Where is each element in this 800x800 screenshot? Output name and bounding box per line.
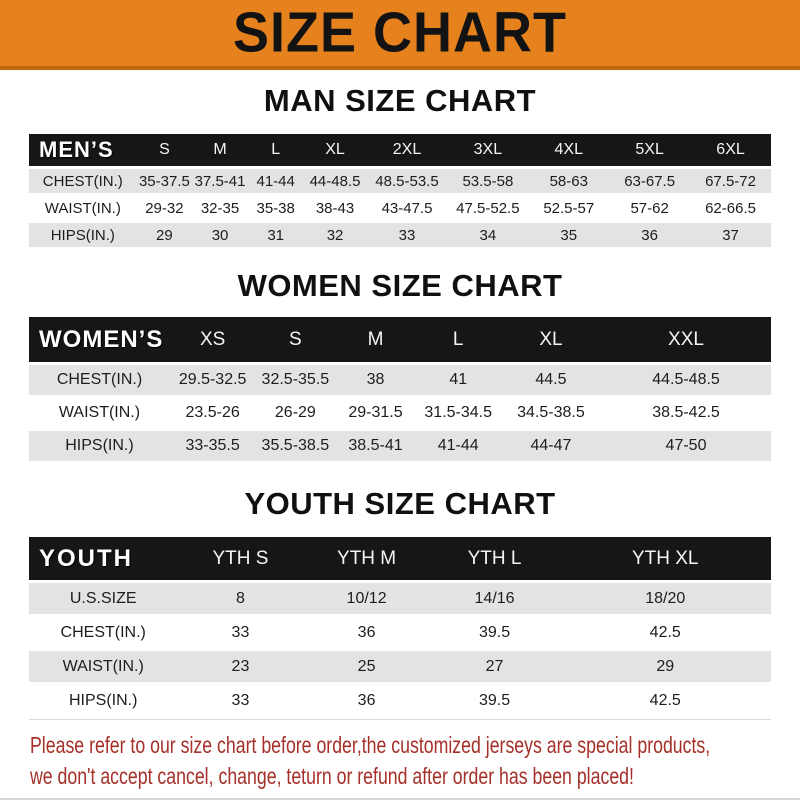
size-value-cell: 34 bbox=[479, 226, 497, 244]
size-value-cell: 29 bbox=[156, 226, 173, 244]
women-size-table bbox=[29, 314, 771, 464]
youth-size-table bbox=[29, 534, 771, 720]
size-value-cell: 39.5 bbox=[478, 623, 511, 641]
footer-note bbox=[0, 730, 800, 792]
size-value-cell: 33 bbox=[231, 623, 250, 641]
row-label: HIPS(IN.) bbox=[68, 691, 138, 709]
size-value-cell: 38 bbox=[366, 371, 385, 388]
size-value-cell: 25 bbox=[357, 657, 376, 675]
row-label: WAIST(IN.) bbox=[58, 404, 141, 421]
size-value-cell: 10/12 bbox=[346, 589, 387, 607]
size-column-header: YTH XL bbox=[631, 547, 699, 569]
measurement-row bbox=[29, 617, 771, 648]
size-value-cell: 30 bbox=[211, 226, 229, 244]
banner bbox=[0, 0, 800, 70]
size-column-header: XXL bbox=[668, 328, 704, 350]
size-value-cell: 33 bbox=[398, 226, 416, 244]
size-value-cell: 58-63 bbox=[549, 172, 588, 190]
size-value-cell: 47.5-52.5 bbox=[456, 199, 520, 217]
size-column-header: S bbox=[159, 141, 170, 158]
banner-title: SIZE CHART bbox=[233, 1, 567, 65]
size-column-header: YTH L bbox=[467, 547, 522, 569]
row-label: CHEST(IN.) bbox=[60, 623, 146, 641]
size-column-header: XL bbox=[539, 328, 563, 350]
size-value-cell: 44.5 bbox=[535, 371, 567, 388]
size-value-cell: 29.5-32.5 bbox=[178, 371, 247, 388]
size-column-header: 6XL bbox=[716, 141, 745, 158]
measurement-row bbox=[29, 365, 771, 395]
size-value-cell: 18/20 bbox=[645, 589, 686, 607]
size-column-header: YTH M bbox=[337, 547, 397, 569]
women-section-heading: WOMEN SIZE CHART bbox=[237, 268, 563, 303]
size-value-cell: 33-35.5 bbox=[185, 437, 240, 454]
size-value-cell: 36 bbox=[641, 226, 658, 244]
row-label: CHEST(IN.) bbox=[42, 172, 123, 190]
size-value-cell: 14/16 bbox=[474, 589, 515, 607]
size-value-cell: 31.5-34.5 bbox=[424, 404, 493, 421]
measurement-row bbox=[29, 583, 771, 614]
size-value-cell: 62-66.5 bbox=[705, 199, 756, 217]
size-column-header: 3XL bbox=[473, 141, 503, 158]
size-value-cell: 29-31.5 bbox=[348, 404, 403, 421]
size-value-cell: 42.5 bbox=[649, 691, 681, 709]
row-label: WAIST(IN.) bbox=[62, 657, 144, 675]
size-column-header: L bbox=[271, 141, 281, 158]
size-column-header: XL bbox=[325, 141, 345, 158]
size-value-cell: 38.5-42.5 bbox=[652, 404, 720, 421]
size-value-cell: 32.5-35.5 bbox=[261, 371, 330, 388]
size-column-header: 5XL bbox=[635, 141, 664, 158]
row-label: WAIST(IN.) bbox=[44, 199, 121, 217]
size-value-cell: 27 bbox=[485, 657, 504, 675]
men-section bbox=[0, 83, 800, 250]
row-label: CHEST(IN.) bbox=[56, 371, 143, 388]
size-value-cell: 33 bbox=[231, 691, 250, 709]
size-value-cell: 36 bbox=[357, 691, 376, 709]
size-value-cell: 37.5-41 bbox=[194, 172, 246, 190]
men-section-heading: MAN SIZE CHART bbox=[263, 83, 537, 118]
size-value-cell: 34.5-38.5 bbox=[517, 404, 585, 421]
size-value-cell: 29-32 bbox=[145, 199, 184, 217]
measurement-row bbox=[29, 398, 771, 428]
size-value-cell: 42.5 bbox=[649, 623, 681, 641]
size-value-cell: 35-38 bbox=[256, 199, 295, 217]
row-label: HIPS(IN.) bbox=[50, 226, 115, 244]
size-value-cell: 47-50 bbox=[665, 437, 707, 454]
youth-section-heading: YOUTH SIZE CHART bbox=[244, 486, 556, 521]
size-value-cell: 44-47 bbox=[530, 437, 572, 454]
size-value-cell: 48.5-53.5 bbox=[375, 172, 439, 190]
row-label: U.S.SIZE bbox=[69, 589, 137, 607]
size-column-header: S bbox=[289, 328, 302, 350]
size-value-cell: 53.5-58 bbox=[462, 172, 514, 190]
size-table-header-row bbox=[29, 537, 771, 580]
size-value-cell: 35.5-38.5 bbox=[261, 437, 330, 454]
measurement-row bbox=[29, 431, 771, 461]
size-column-header: M bbox=[213, 141, 227, 158]
measurement-row bbox=[29, 651, 771, 682]
measurement-row bbox=[29, 196, 771, 220]
size-value-cell: 32 bbox=[326, 226, 344, 244]
size-value-cell: 23 bbox=[231, 657, 250, 675]
size-column-header: 2XL bbox=[392, 141, 422, 158]
table-title-cell: YOUTH bbox=[39, 544, 133, 572]
size-column-header: YTH S bbox=[212, 547, 269, 569]
table-title-cell: WOMEN’S bbox=[39, 325, 164, 353]
size-value-cell: 39.5 bbox=[478, 691, 511, 709]
size-column-header: M bbox=[367, 328, 384, 350]
size-column-header: 4XL bbox=[554, 141, 583, 158]
size-value-cell: 44-48.5 bbox=[309, 172, 361, 190]
size-value-cell: 32-35 bbox=[200, 199, 240, 217]
size-value-cell: 36 bbox=[357, 623, 376, 641]
measurement-row bbox=[29, 169, 771, 193]
women-section bbox=[0, 268, 800, 464]
size-table-header-row bbox=[29, 317, 771, 362]
size-value-cell: 35 bbox=[560, 226, 578, 244]
size-value-cell: 35-37.5 bbox=[138, 172, 190, 190]
size-value-cell: 23.5-26 bbox=[185, 404, 240, 421]
size-value-cell: 67.5-72 bbox=[705, 172, 756, 190]
size-value-cell: 52.5-57 bbox=[543, 199, 595, 217]
size-value-cell: 41-44 bbox=[256, 172, 295, 190]
size-value-cell: 26-29 bbox=[274, 404, 316, 421]
note-line-2: we don't accept cancel, change, teturn or refund after order has been placed! bbox=[30, 763, 634, 789]
table-title-cell: MEN’S bbox=[39, 137, 114, 162]
size-value-cell: 41-44 bbox=[437, 437, 479, 454]
size-value-cell: 29 bbox=[656, 657, 675, 675]
size-value-cell: 43-47.5 bbox=[381, 199, 433, 217]
row-label: HIPS(IN.) bbox=[65, 437, 134, 454]
size-value-cell: 44.5-48.5 bbox=[652, 371, 720, 388]
size-value-cell: 37 bbox=[722, 226, 739, 244]
size-value-cell: 31 bbox=[267, 226, 285, 244]
size-value-cell: 38.5-41 bbox=[348, 437, 403, 454]
size-value-cell: 38-43 bbox=[315, 199, 355, 217]
size-value-cell: 57-62 bbox=[630, 199, 669, 217]
size-value-cell: 8 bbox=[236, 589, 245, 607]
size-column-header: XS bbox=[199, 328, 226, 350]
size-table-header-row bbox=[29, 134, 771, 166]
measurement-row bbox=[29, 685, 771, 716]
measurement-row bbox=[29, 223, 771, 247]
size-value-cell: 63-67.5 bbox=[624, 172, 676, 190]
men-size-table bbox=[29, 131, 771, 250]
note-line-1: Please refer to our size chart before order,the customized jerseys are special products, bbox=[30, 732, 711, 758]
size-value-cell: 41 bbox=[449, 371, 468, 388]
youth-section bbox=[0, 486, 800, 720]
size-column-header: L bbox=[452, 328, 464, 350]
